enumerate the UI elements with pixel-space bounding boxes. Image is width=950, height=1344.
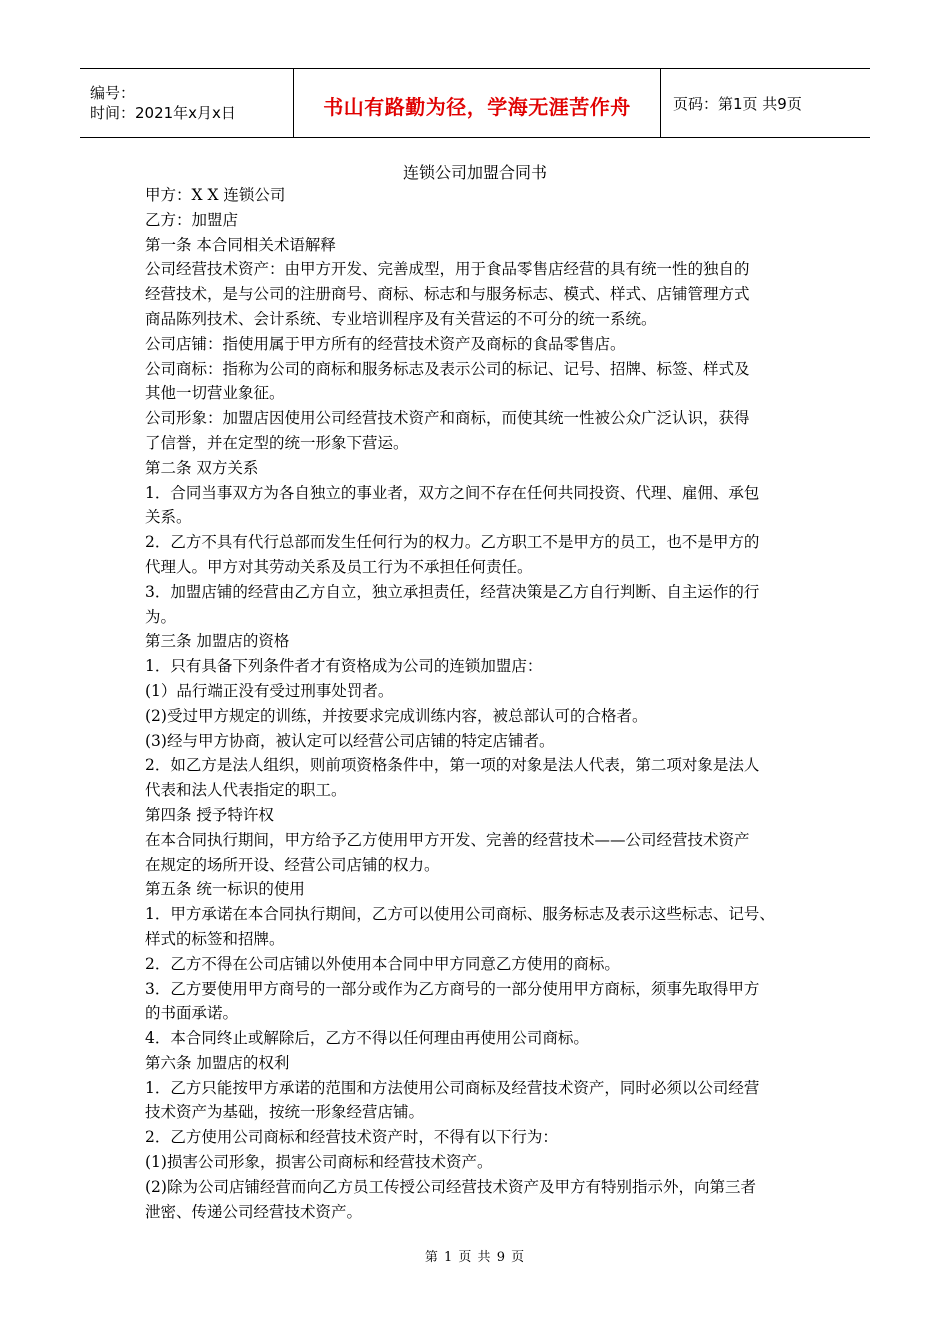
- text-line: 1．只有具备下列条件者才有资格成为公司的连锁加盟店：: [145, 657, 543, 676]
- text-line: 在本合同执行期间，甲方给予乙方使用甲方开发、完善的经营技术——公司经营技术资产: [145, 830, 750, 849]
- text-line: 第一条 本合同相关术语解释: [145, 235, 336, 254]
- text-line: 甲方：X X 连锁公司: [145, 186, 286, 204]
- header-meta: [80, 69, 293, 137]
- text-line: 技术资产为基础，按统一形象经营店铺。: [145, 1103, 425, 1122]
- text-line: 3．乙方要使用甲方商号的一部分或作为乙方商号的一部分使用甲方商标，须事先取得甲方: [145, 979, 760, 998]
- text-line: (2)受过甲方规定的训练，并按要求完成训练内容，被总部认可的合格者。: [145, 706, 648, 725]
- text-line: 1．甲方承诺在本合同执行期间，乙方可以使用公司商标、服务标志及表示这些标志、记号、: [145, 905, 775, 924]
- page-footer: 第 1 页 共 9 页: [424, 1250, 526, 1265]
- text-line: 泄密、传递公司经营技术资产。: [145, 1202, 363, 1221]
- text-line: 第四条 授予特许权: [145, 805, 274, 824]
- text-line: 2．乙方不得在公司店铺以外使用本合同中甲方同意乙方使用的商标。: [145, 954, 620, 973]
- text-line: 经营技术，是与公司的注册商号、商标、标志和与服务标志、模式、样式、店铺管理方式: [145, 285, 750, 304]
- header-table: [80, 68, 870, 138]
- text-line: 第二条 双方关系: [145, 458, 259, 477]
- document-body: [145, 183, 820, 1224]
- header-motto-cell: [293, 69, 661, 137]
- text-line: 了信誉，并在定型的统一形象下营运。: [145, 433, 409, 452]
- document-time-label: 时间：2021年x月x日: [90, 104, 236, 122]
- header-page-info-cell: [661, 69, 870, 137]
- text-line: 代表和法人代表指定的职工。: [145, 781, 347, 800]
- text-line: 其他一切营业象征。: [145, 384, 285, 403]
- text-line: 公司店铺：指使用属于甲方所有的经营技术资产及商标的食品零售店。: [145, 334, 626, 353]
- document-number-label: 编号：: [90, 84, 136, 102]
- text-line: 代理人。甲方对其劳动关系及员工行为不承担任何责任。: [145, 557, 533, 576]
- text-line: 2．乙方不具有代行总部而发生任何行为的权力。乙方职工不是甲方的员工，也不是甲方的: [145, 533, 760, 552]
- text-line: (2)除为公司店铺经营而向乙方员工传授公司经营技术资产及甲方有特别指示外，向第三者: [145, 1177, 756, 1196]
- text-line: 2．乙方使用公司商标和经营技术资产时，不得有以下行为：: [145, 1128, 558, 1147]
- text-line: 公司商标：指称为公司的商标和服务标志及表示公司的标记、记号、招牌、标签、样式及: [145, 359, 750, 378]
- text-line: 为。: [145, 607, 177, 626]
- text-line: 1．乙方只能按甲方承诺的范围和方法使用公司商标及经营技术资产，同时必须以公司经营: [145, 1078, 760, 1097]
- text-line: 第五条 统一标识的使用: [145, 880, 305, 899]
- text-line: 3．加盟店铺的经营由乙方自立，独立承担责任，经营决策是乙方自行判断、自主运作的行: [145, 582, 760, 601]
- text-line: 的书面承诺。: [145, 1004, 239, 1023]
- text-line: 关系。: [145, 508, 192, 527]
- text-line: 2．如乙方是法人组织，则前项资格条件中，第一项的对象是法人代表，第二项对象是法人: [145, 756, 760, 775]
- text-line: (1）品行端正没有受过刑事处罚者。: [145, 681, 394, 700]
- header-motto: 书山有路勤为径，学海无涯苦作舟: [323, 94, 631, 119]
- header-page-info: 页码：第1页 共9页: [673, 94, 802, 113]
- text-line: 第三条 加盟店的资格: [145, 632, 290, 651]
- text-line: 公司经营技术资产：由甲方开发、完善成型，用于食品零售店经营的具有统一性的独自的: [145, 260, 750, 279]
- text-line: (3)经与甲方协商，被认定可以经营公司店铺的特定店铺者。: [145, 731, 555, 750]
- text-line: 在规定的场所开设、经营公司店铺的权力。: [145, 855, 440, 874]
- text-line: 商品陈列技术、会计系统、专业培训程序及有关营运的不可分的统一系统。: [145, 309, 657, 328]
- text-line: 1．合同当事双方为各自独立的事业者，双方之间不存在任何共同投资、代理、雇佣、承包: [145, 483, 760, 502]
- text-line: 4．本合同终止或解除后，乙方不得以任何理由再使用公司商标。: [145, 1029, 589, 1048]
- document-title: 连锁公司加盟合同书: [402, 163, 547, 182]
- text-line: 样式的标签和招牌。: [145, 929, 285, 948]
- text-line: 乙方：加盟店: [145, 210, 239, 229]
- text-line: (1)损害公司形象，损害公司商标和经营技术资产。: [145, 1153, 493, 1172]
- text-line: 第六条 加盟店的权利: [145, 1053, 290, 1072]
- text-line: 公司形象：加盟店因使用公司经营技术资产和商标，而使其统一性被公众广泛认识，获得: [145, 409, 750, 428]
